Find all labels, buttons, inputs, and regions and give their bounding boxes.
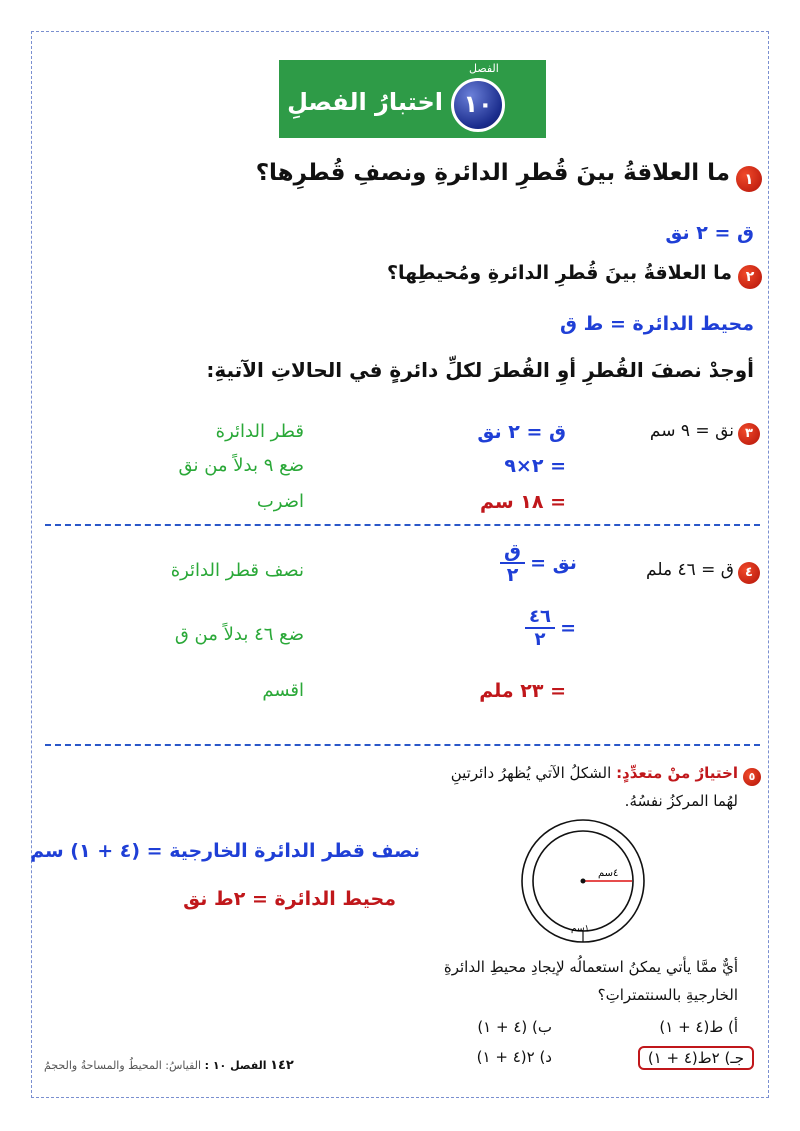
q5-text-2: لهُما المركزُ نفسُهُ. [624, 792, 738, 810]
q4-substitution [525, 606, 576, 650]
question-1-text: ما العلاقةُ بينَ قُطرِ الدائرةِ ونصفِ قُطرِها؟ [255, 160, 730, 186]
q4-fraction-1-top: ق [500, 540, 525, 564]
q5-text-1: الشكلُ الآتي يُظهرُ دائرتينِ [450, 764, 612, 782]
q4-result: = ٢٣ ملم [479, 680, 566, 702]
q5-option-c[interactable]: جـ) ٢ط(٤ + ١) [638, 1046, 754, 1070]
q3-step2: = ٢×٩ [504, 455, 566, 477]
q4-note3: اقسم [262, 680, 304, 701]
chapter-number-badge: ١٠ [451, 78, 505, 132]
question-number-5: ٥ [743, 768, 761, 786]
divider-2 [45, 744, 760, 746]
question-2-text: ما العلاقةُ بينَ قُطرِ الدائرةِ ومُحيطِها؟ [386, 262, 732, 284]
q4-fraction-1 [500, 540, 525, 586]
question-2-answer: محيط الدائرة = ط ق [560, 313, 754, 335]
q3-step3: = ١٨ سم [480, 491, 566, 513]
q3-given: نق = ٩ سم [649, 421, 734, 441]
q4-given: ق = ٤٦ ملم [646, 560, 734, 580]
q4-note1: نصف قطر الدائرة [170, 560, 304, 581]
q3-note1: قطر الدائرة [215, 421, 304, 442]
page-footer [44, 1058, 294, 1073]
inner-radius-label: ٤سم [598, 868, 619, 879]
question-number-1: ١ [736, 166, 762, 192]
concentric-circles-figure [516, 818, 650, 952]
q4-eq: = [560, 617, 576, 639]
q5-option-a[interactable]: أ) ط(٤ + ١) [659, 1018, 738, 1036]
question-number-2: ٢ [738, 265, 762, 289]
chapter-word: الفصل [469, 62, 499, 75]
q4-fraction-2-top: ٤٦ [525, 606, 555, 629]
q4-lhs: نق = [530, 552, 577, 574]
chapter-title: اختبارُ الفصلِ [287, 88, 443, 116]
q5-option-d[interactable]: د) ٢(٤ + ١) [476, 1048, 552, 1066]
outer-ring-label: ١سم [571, 924, 590, 934]
divider-1 [45, 524, 760, 526]
question-1-answer: ق = ٢ نق [665, 222, 754, 244]
q4-fraction-1-bottom: ٢ [506, 564, 519, 586]
footer-page-number: ١٤٢ [270, 1058, 294, 1073]
q3-step1: ق = ٢ نق [477, 421, 566, 443]
question-number-3: ٣ [738, 423, 760, 445]
footer-chapter: الفصل ١٠ : [204, 1059, 267, 1072]
q4-note2: ضع ٤٦ بدلاً من ق [174, 624, 304, 645]
q3-note3: اضرب [256, 491, 304, 512]
question-number-4: ٤ [738, 562, 760, 584]
q5-label: اختيارٌ منْ متعدِّدٍ: [616, 764, 738, 782]
q5-answer-1: نصف قطر الدائرة الخارجية = (٤ + ١) سم [30, 840, 420, 862]
q5-option-b[interactable]: ب) (٤ + ١) [477, 1018, 552, 1036]
q5-intro [451, 764, 738, 782]
chapter-banner [279, 60, 546, 138]
q3-note2: ضع ٩ بدلاً من نق [178, 455, 304, 476]
footer-topic: القياسُ: المحيطُ والمساحةُ والحجمُ [44, 1059, 202, 1072]
q5-answer-2: محيط الدائرة = ٢ط نق [183, 888, 396, 910]
q4-fraction-2-bottom: ٢ [534, 629, 546, 650]
q4-fraction-2 [525, 606, 555, 650]
q5-question-2: الخارجيةِ بالسنتمتراتِ؟ [597, 986, 738, 1004]
instruction-text: أوجدْ نصفَ القُطرِ أوِ القُطرَ لكلِّ دائرةٍ في الحالاتِ الآتيةِ: [206, 358, 754, 382]
q4-formula [500, 540, 577, 586]
q5-question-1: أيٌّ ممَّا يأتي يمكنُ استعمالُه لإيجادِ محيطِ الدائرةِ [443, 958, 738, 976]
